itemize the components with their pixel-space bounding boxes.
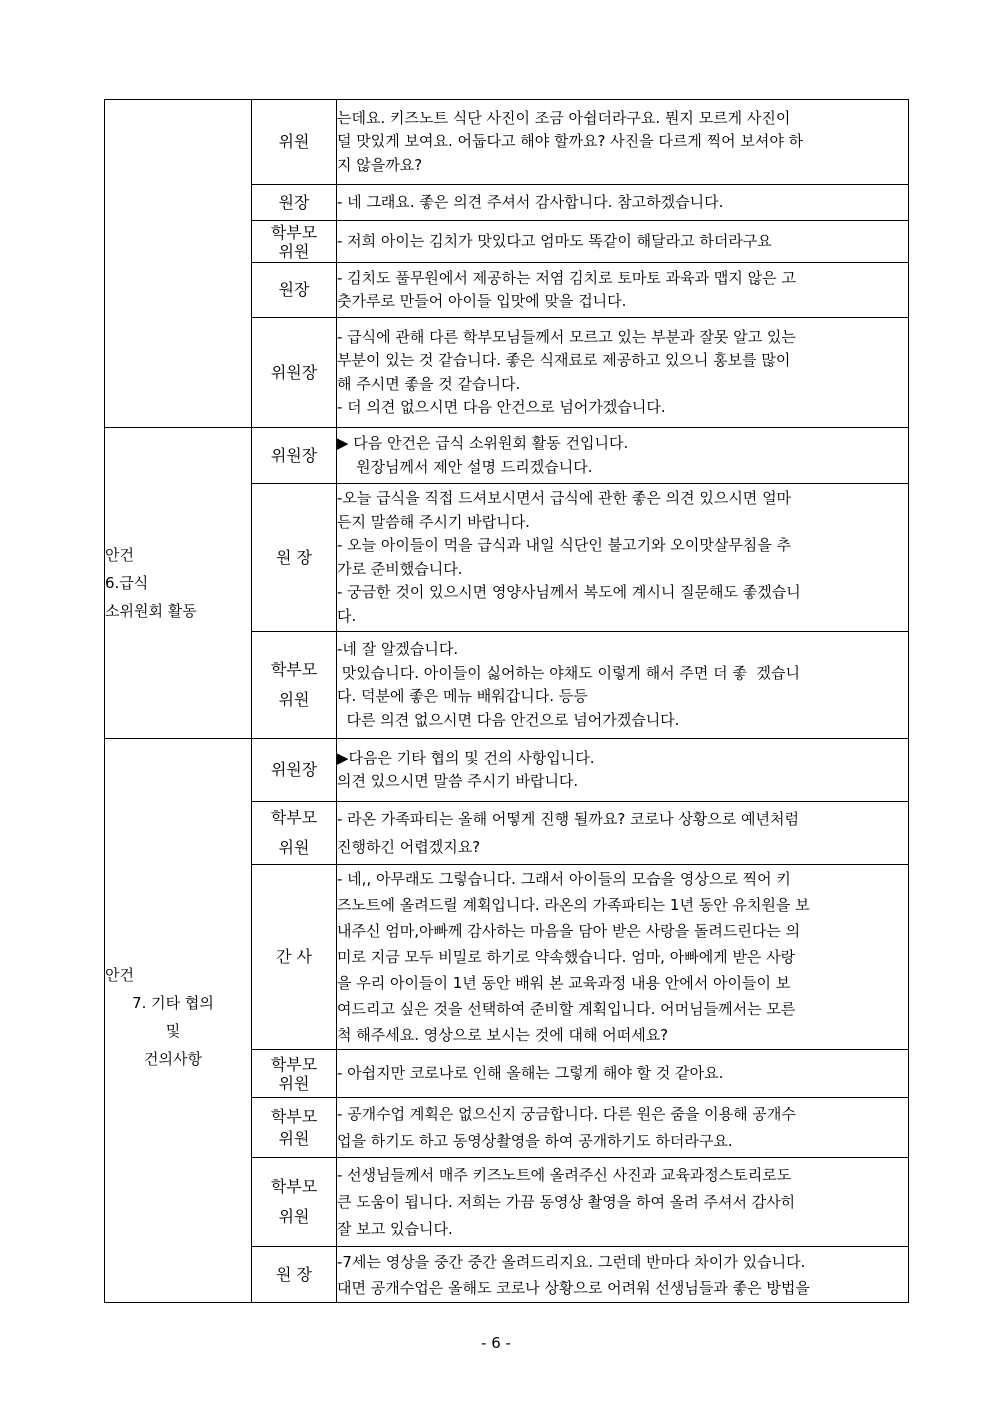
speaker-label: 학부모	[270, 1106, 318, 1126]
content-line: 가로 준비했습니다.	[337, 559, 463, 578]
content-line: 큰 도움이 됩니다. 저희는 가끔 동영상 촬영을 하여 올려 주셔서 감사히	[337, 1192, 796, 1211]
speaker-cell	[252, 802, 337, 865]
content-cell	[337, 1158, 909, 1247]
content-cell	[337, 802, 909, 865]
content-line: - 김치도 풀무원에서 제공하는 저염 김치로 토마토 과육과 맵지 않은 고	[337, 268, 796, 287]
speaker-label: 원 장	[276, 547, 312, 567]
speaker-label: 위원	[278, 1128, 310, 1148]
content-line: - 급식에 관해 다른 학부모님들께서 모르고 있는 부분과 잘못 알고 있는	[337, 327, 796, 346]
speaker-cell	[252, 1098, 337, 1158]
content-line: - 네,, 아무래도 그렇습니다. 그래서 아이들의 모습을 영상으로 찍어 키	[337, 870, 791, 888]
content-line: - 라온 가족파티는 올해 어떻게 진행 될까요? 코로나 상황으로 예년처럼	[337, 810, 800, 828]
table-row	[105, 739, 909, 802]
agenda-label: 건의사항	[144, 1050, 202, 1068]
speaker-cell	[252, 1050, 337, 1098]
content-line: 부분이 있는 것 같습니다. 좋은 식재료로 제공하고 있으니 홍보를 많이	[337, 351, 791, 369]
content-line: -네 잘 알겠습니다.	[337, 640, 459, 658]
content-line: 다. 덕분에 좋은 메뉴 배워갑니다. 등등	[337, 687, 588, 705]
content-line: - 궁금한 것이 있으시면 영양사님께서 복도에 계시니 질문해도 좋겠습니	[337, 583, 801, 601]
content-cell	[337, 185, 909, 221]
agenda-cell-item6	[105, 428, 252, 739]
agenda-cell-continued	[105, 100, 252, 428]
agenda-cell-item7	[105, 739, 252, 1303]
content-cell	[337, 428, 909, 484]
speaker-label: 위원	[278, 690, 310, 709]
speaker-cell	[252, 318, 337, 428]
speaker-cell	[252, 221, 337, 263]
content-line: 척 해주세요. 영상으로 보시는 것에 대해 어떠세요?	[337, 1026, 669, 1044]
content-line: - 네 그래요. 좋은 의견 주셔서 감사합니다. 참고하겠습니다.	[337, 192, 724, 211]
speaker-label: 간 사	[276, 947, 312, 966]
content-cell	[337, 100, 909, 185]
speaker-cell	[252, 263, 337, 318]
content-line: ▶다음은 기타 협의 및 건의 사항입니다.	[337, 748, 595, 767]
speaker-label: 위원	[278, 132, 310, 151]
content-line: 맛있습니다. 아이들이 싫어하는 야채도 이렇게 해서 주면 더 좋 겠습니	[337, 663, 800, 682]
page-number: - 6 -	[481, 1334, 511, 1352]
content-line: - 저희 아이는 김치가 맛있다고 엄마도 똑같이 해달라고 하더라구요	[337, 231, 772, 250]
content-line: 진행하긴 어렵겠지요?	[337, 838, 481, 856]
content-line: 미로 지금 모두 비밀로 하기로 약속했습니다. 엄마, 아빠에게 받은 사랑	[337, 948, 796, 966]
speaker-label: 위원장	[270, 445, 318, 465]
content-line: -오늘 급식을 직접 드셔보시면서 급식에 관한 좋은 의견 있으시면 얼마	[337, 489, 792, 507]
table-row	[105, 100, 909, 185]
speaker-label: 원장	[278, 280, 310, 299]
content-line: - 오늘 아이들이 먹을 급식과 내일 식단인 불고기와 오이맛살무침을 추	[337, 536, 792, 554]
agenda-label: 안건	[105, 546, 134, 564]
content-cell	[337, 263, 909, 318]
content-line: 다.	[337, 606, 357, 625]
content-cell	[337, 632, 909, 739]
table-row	[105, 428, 909, 484]
content-cell	[337, 484, 909, 632]
speaker-label: 학부모	[270, 1054, 318, 1074]
content-line: ▶ 다음 안건은 급식 소위원회 활동 건입니다.	[337, 434, 629, 452]
content-line: 지 않을까요?	[337, 155, 423, 174]
content-line: - 공개수업 계획은 없으신지 궁금합니다. 다른 원은 줌을 이용해 공개수	[337, 1104, 796, 1123]
content-line: 업을 하기도 하고 동영상촬영을 하여 공개하기도 하더라구요.	[337, 1131, 733, 1150]
content-line: 다른 의견 없으시면 다음 안건으로 넘어가겠습니다.	[337, 710, 680, 729]
speaker-label: 위원	[278, 241, 310, 261]
content-cell	[337, 318, 909, 428]
speaker-label: 학부모	[270, 1177, 318, 1196]
content-line: 의견 있으시면 말씀 주시기 바랍니다.	[337, 772, 579, 790]
speaker-cell	[252, 100, 337, 185]
content-line: 덜 맛있게 보여요. 어둡다고 해야 할까요? 사진을 다르게 찍어 보셔야 하	[337, 132, 804, 151]
content-line: 춧가루로 만들어 아이들 입맛에 맞을 겁니다.	[337, 292, 627, 310]
content-cell	[337, 1247, 909, 1303]
content-cell	[337, 221, 909, 263]
content-line: 잘 보고 있습니다.	[337, 1219, 453, 1238]
speaker-label: 위원	[278, 1207, 310, 1226]
content-line: 대면 공개수업은 올해도 코로나 상황으로 어려워 선생님들과 좋은 방법을	[337, 1278, 810, 1297]
agenda-label: 소위원회 활동	[105, 602, 197, 620]
content-line: 든지 말씀해 주시기 바랍니다.	[337, 512, 530, 531]
speaker-cell	[252, 185, 337, 221]
speaker-cell	[252, 865, 337, 1050]
content-cell	[337, 739, 909, 802]
speaker-label: 위원장	[270, 760, 318, 779]
speaker-cell	[252, 428, 337, 484]
agenda-label: 안건	[105, 966, 134, 984]
speaker-cell	[252, 632, 337, 739]
content-cell	[337, 865, 909, 1050]
content-line: - 아쉽지만 코로나로 인해 올해는 그렇게 해야 할 것 같아요.	[337, 1063, 724, 1082]
agenda-label: 7. 기타 협의	[132, 994, 214, 1012]
speaker-cell	[252, 1158, 337, 1247]
minutes-table	[104, 99, 909, 1303]
content-cell	[337, 1050, 909, 1098]
content-line: 즈노트에 올려드릴 계획입니다. 라온의 가족파티는 1년 동안 유치원을 보	[337, 896, 810, 914]
speaker-label: 위원장	[270, 362, 318, 382]
content-line: 는데요. 키즈노트 식단 사진이 조금 아쉽더라구요. 뭔지 모르게 사진이	[337, 108, 791, 127]
speaker-label: 학부모	[270, 808, 318, 827]
content-line: 내주신 엄마,아빠께 감사하는 마음을 담아 받은 사랑을 돌려드린다는 의	[337, 922, 801, 940]
speaker-cell	[252, 1247, 337, 1303]
content-line: 여드리고 싶은 것을 선택하여 준비할 계획입니다. 어머님들께서는 모른	[337, 1000, 796, 1018]
speaker-label: 위원	[278, 1073, 310, 1093]
content-line: - 더 의견 없으시면 다음 안건으로 넘어가겠습니다.	[337, 398, 666, 416]
content-line: 을 우리 아이들이 1년 동안 배워 본 교육과정 내용 안에서 아이들이 보	[337, 974, 791, 992]
agenda-label: 및	[165, 1022, 181, 1040]
speaker-label: 학부모	[270, 222, 318, 242]
speaker-cell	[252, 739, 337, 802]
content-line: - 선생님들께서 매주 키즈노트에 올려주신 사진과 교육과정스토리로도	[337, 1165, 792, 1184]
content-line: 원장님께서 제안 설명 드리겠습니다.	[337, 457, 593, 476]
speaker-label: 원 장	[276, 1264, 312, 1284]
agenda-label: 6.급식	[105, 574, 149, 592]
speaker-label: 위원	[278, 838, 310, 857]
speaker-cell	[252, 484, 337, 632]
content-line: 해 주시면 좋을 것 같습니다.	[337, 374, 521, 393]
content-cell	[337, 1098, 909, 1158]
speaker-label: 원장	[278, 192, 310, 212]
speaker-label: 학부모	[270, 660, 318, 679]
content-line: -7세는 영상을 중간 중간 올려드리지요. 그런데 반마다 차이가 있습니다.	[337, 1252, 806, 1271]
